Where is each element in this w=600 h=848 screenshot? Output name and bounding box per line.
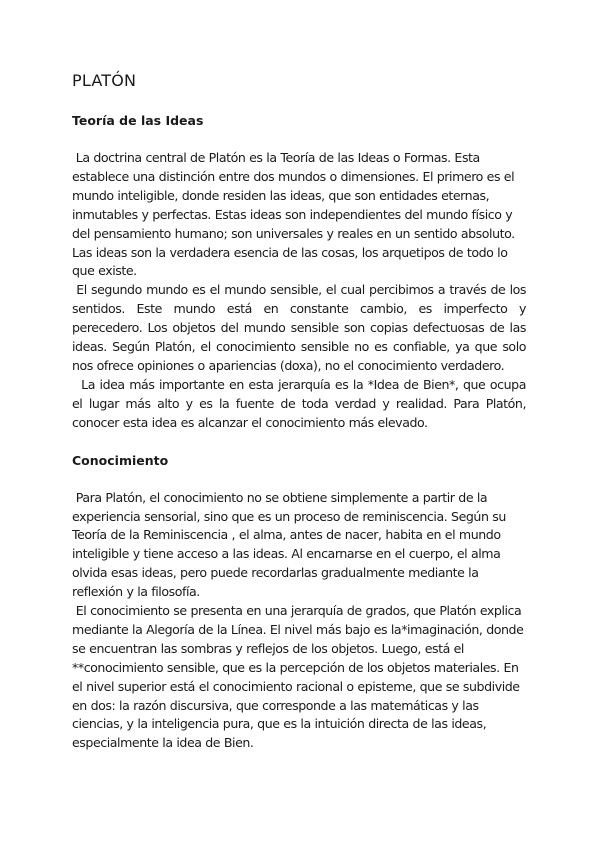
document-title: PLATÓN <box>72 71 137 90</box>
document-page <box>72 68 530 753</box>
paragraph-doctrina-central: La doctrina central de Platón es la Teoría de las Ideas o Formas. Esta establece una distinción entre dos mundos o dimensiones. El primero es el mundo inteligible, donde residen las ideas, que son entidades eternas, inmutables y perfectas. Estas ideas son independientes del mundo físico y del pensamiento humano; son universales y reales en un sentido absoluto. Las ideas son la verdadera esencia de las cosas, los arquetipos de todo lo que existe. <box>72 150 519 279</box>
section-heading-conocimiento: Conocimiento <box>72 452 169 468</box>
section-conocimiento <box>72 452 526 754</box>
paragraph-mundo-sensible: El segundo mundo es el mundo sensible, el cual percibimos a través de los sentidos. Este mundo está en constante cambio, es imperfecto y perecedero. Los objetos del mundo sensible son copias defectuosas de las ideas. Según Platón, el conocimiento sensible no es confiable, ya que solo nos ofrece opiniones o apariencias (doxa), no el conocimiento verdadero. <box>72 282 530 373</box>
paragraph-reminiscencia: Para Platón, el conocimiento no se obtiene simplemente a partir de la experiencia sensorial, sino que es un proceso de reminiscencia. Según su Teoría de la Reminiscencia , el alma, antes de nacer, habita en el mundo inteligible y tiene acceso a las ideas. Al encarnarse en el cuerpo, el alma olvida esas ideas, pero puede recordarlas gradualmente mediante la reflexión y la filosofía. <box>72 489 510 600</box>
paragraph-jerarquia-grados: El conocimiento se presenta en una jerarquía de grados, que Platón explica mediante la Alegoría de la Línea. El nivel más bajo es la*imaginación, donde se encuentran las sombras y reflejos de los objetos. Luego, está el **conocimiento sensible, que es la percepción de los objetos materiales. En el nivel superior está el conocimiento racional o episteme, que se subdivide en dos: la razón discursiva, que corresponde a las matemáticas y las ciencias, y la inteligencia pura, que es la intuición directa de las ideas, especialmente la idea de Bien. <box>72 603 528 751</box>
section-spacer <box>72 433 526 452</box>
section-heading-teoria-ideas: Teoría de las Ideas <box>72 113 204 128</box>
paragraph-idea-de-bien: La idea más importante en esta jerarquía es la *Idea de Bien*, que ocupa el lugar más alto y es la fuente de toda verdad y realidad. Para Platón, conocer esta idea es alcanzar el conocimiento más elevado. <box>72 376 530 430</box>
section-teoria-ideas <box>72 112 530 433</box>
